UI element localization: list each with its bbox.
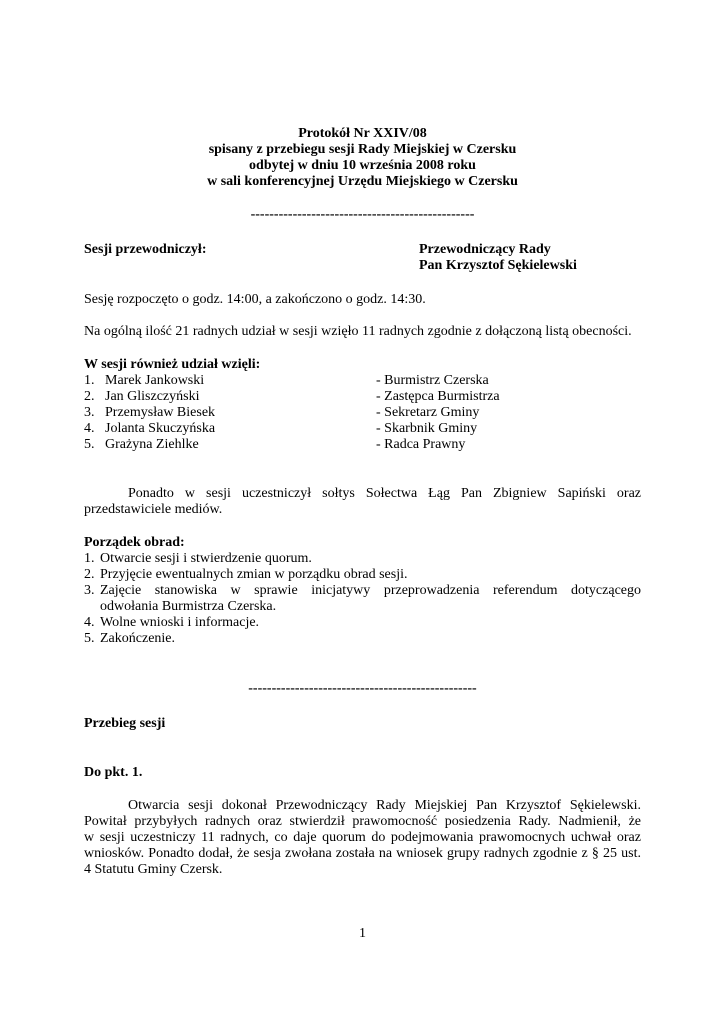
- proceedings-heading: Przebieg sesji: [84, 716, 166, 731]
- list-item-number: 1.: [84, 551, 95, 566]
- paragraph-line: przedstawiciele mediów.: [84, 502, 223, 517]
- participant-name: Jan Gliszczyński: [105, 389, 200, 404]
- agenda-item: Przyjęcie ewentualnych zmian w porządku obrad sesji.: [100, 567, 408, 582]
- paragraph-line: wniosków. Ponadto dodał, że sesja zwołana została na wniosek grupy radnych zgodnie z § 25 ust.: [84, 846, 641, 861]
- protocol-title: Protokół Nr XXIV/08: [298, 126, 427, 141]
- agenda-item: Otwarcie sesji i stwierdzenie quorum.: [100, 551, 312, 566]
- list-item-number: 4.: [84, 421, 95, 436]
- participant-name: Jolanta Skuczyńska: [105, 421, 216, 436]
- list-item-number: 5.: [84, 437, 95, 452]
- agenda-item: Zakończenie.: [100, 631, 176, 646]
- paragraph-line: Ponadto w sesji uczestniczył sołtys Sołectwa Łąg Pan Zbigniew Sapiński oraz: [128, 486, 641, 501]
- list-item-number: 2.: [84, 567, 95, 582]
- paragraph-line: Powitał przybyłych radnych oraz stwierdził prawomocność posiedzenia Rady. Nadmienił, że: [84, 814, 641, 829]
- participant-role: - Sekretarz Gminy: [376, 405, 480, 420]
- agenda-item: [100, 583, 641, 615]
- participant-role: - Skarbnik Gminy: [376, 421, 478, 436]
- list-item-number: 4.: [84, 615, 95, 630]
- participant-role: - Zastępca Burmistrza: [376, 389, 500, 404]
- participant-role: - Burmistrz Czerska: [376, 373, 489, 388]
- session-time: Sesję rozpoczęto o godz. 14:00, a zakończono o godz. 14:30.: [84, 292, 426, 307]
- list-item-number: 3.: [84, 583, 95, 598]
- attendance-text: Na ogólną ilość 21 radnych udział w sesji wzięło 11 radnych zgodnie z dołączoną listą obecności.: [84, 324, 632, 339]
- agenda-item-line: odwołania Burmistrza Czerska.: [100, 599, 277, 614]
- list-item-number: 5.: [84, 631, 95, 646]
- separator-middle: -------------------------------------------------: [248, 681, 477, 696]
- participant-name: Marek Jankowski: [105, 373, 205, 388]
- chair-name: Pan Krzysztof Sękielewski: [419, 258, 577, 273]
- participant-name: Grażyna Ziehlke: [105, 437, 199, 452]
- agenda-item-line: Zajęcie stanowiska w sprawie inicjatywy przeprowadzenia referendum dotyczącego: [100, 583, 641, 598]
- point1-heading: Do pkt. 1.: [84, 765, 143, 780]
- protocol-subtitle-1: spisany z przebiegu sesji Rady Miejskiej w Czersku: [208, 142, 517, 157]
- also-present-paragraph: [84, 486, 641, 518]
- list-item-number: 1.: [84, 373, 95, 388]
- paragraph-line: Otwarcia sesji dokonał Przewodniczący Rady Miejskiej Pan Krzysztof Sękielewski.: [128, 798, 641, 813]
- participant-role: - Radca Prawny: [376, 437, 466, 452]
- list-item-number: 2.: [84, 389, 95, 404]
- participants-heading: W sesji również udział wzięli:: [84, 357, 261, 372]
- paragraph-line: w sesji uczestniczy 11 radnych, co daje quorum do podejmowania prawomocnych uchwał oraz: [84, 830, 641, 845]
- agenda-heading: Porządek obrad:: [84, 535, 185, 550]
- list-item-number: 3.: [84, 405, 95, 420]
- protocol-subtitle-2: odbytej w dniu 10 września 2008 roku: [249, 158, 476, 173]
- participant-name: Przemysław Biesek: [105, 405, 216, 420]
- chair-title: Przewodniczący Rady: [419, 242, 551, 257]
- paragraph-line: 4 Statutu Gminy Czersk.: [84, 862, 223, 877]
- page-number: 1: [359, 926, 366, 941]
- point1-paragraph: [84, 798, 641, 878]
- protocol-subtitle-3: w sali konferencyjnej Urzędu Miejskiego w Czersku: [207, 174, 518, 189]
- separator-top: ------------------------------------------------: [250, 207, 475, 222]
- agenda-item: Wolne wnioski i informacje.: [100, 615, 260, 630]
- chair-label: Sesji przewodniczył:: [84, 242, 207, 257]
